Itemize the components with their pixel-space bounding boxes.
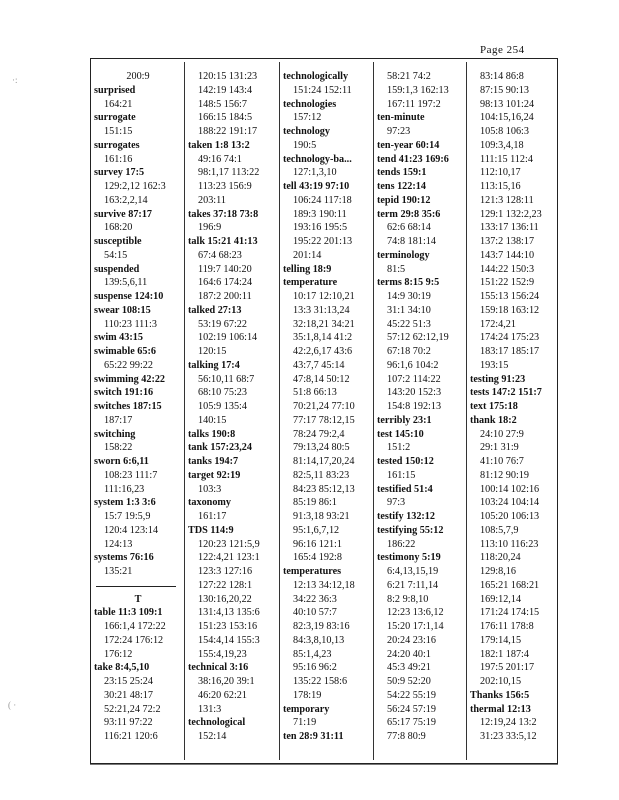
- index-page-refs: 54:15: [104, 249, 128, 261]
- index-term: take 8:4,5,10: [94, 662, 150, 674]
- index-page-refs: 159:18 163:12: [480, 304, 540, 316]
- index-page-refs: 154:8 192:13: [387, 401, 442, 412]
- index-page-refs: 202:10,15: [480, 676, 522, 687]
- index-page-refs: 84:23 85:12,13: [293, 483, 355, 495]
- index-page-refs: 20:24 23:16: [387, 634, 436, 646]
- index-page-refs: 83:14 86:8: [480, 71, 524, 82]
- index-page-refs: 42:2,6,17 43:6: [293, 346, 353, 357]
- index-term: swear 108:15: [94, 304, 151, 316]
- index-page-refs: 113:23 156:9: [198, 181, 252, 192]
- index-page-refs: 148:5 156:7: [198, 98, 247, 110]
- index-page-refs: 40:10 57:7: [293, 607, 337, 619]
- index-page-refs: 34:22 36:3: [293, 593, 337, 605]
- index-page-refs: 68:10 75:23: [198, 387, 247, 399]
- index-term: switching: [94, 428, 136, 440]
- index-page-refs: 154:4,14 155:3: [198, 634, 260, 646]
- index-term: suspense 124:10: [94, 291, 164, 302]
- index-page-refs: 82:3,19 83:16: [293, 621, 350, 632]
- index-term: test 145:10: [377, 428, 424, 440]
- index-page-refs: 155:13 156:24: [480, 291, 540, 302]
- index-page-refs: 164:21: [104, 98, 133, 110]
- index-page-refs: 82:5,11 83:23: [293, 469, 350, 481]
- index-term: suspended: [94, 263, 140, 275]
- index-page-refs: 164:6 174:24: [198, 277, 253, 289]
- index-page-refs: 203:11: [198, 194, 226, 206]
- index-term: tank 157:23,24: [188, 442, 252, 454]
- index-page-refs: 193:15: [480, 359, 509, 371]
- index-page-refs: 193:16 195:5: [293, 222, 348, 234]
- index-page-refs: 127:22 128:1: [198, 579, 253, 591]
- column-divider: [279, 62, 280, 760]
- index-page-refs: 47:8,14 50:12: [293, 373, 350, 385]
- index-page-refs: 32:18,21 34:21: [293, 318, 355, 330]
- index-page-refs: 30:21 48:17: [104, 689, 153, 701]
- index-term: survive 87:17: [94, 208, 153, 220]
- bottom-rule: [90, 764, 558, 765]
- index-term: taken 1:8 13:2: [188, 139, 250, 151]
- index-page-refs: 77:8 80:9: [387, 731, 426, 742]
- index-page-refs: 161:15: [387, 469, 416, 481]
- index-term: tests 147:2 151:7: [470, 387, 542, 399]
- index-page-refs: 151:22 152:9: [480, 277, 535, 289]
- index-page-refs: 95:16 96:2: [293, 662, 337, 674]
- index-page-refs: 79:13,24 80:5: [293, 442, 350, 454]
- index-term: taxonomy: [188, 497, 232, 509]
- index-page-refs: 49:16 74:1: [198, 153, 242, 165]
- index-page-refs: 182:1 187:4: [480, 648, 529, 660]
- index-column-4: [377, 70, 465, 744]
- index-term: switches 187:15: [94, 401, 162, 412]
- index-page-refs: 176:12: [104, 648, 133, 660]
- index-page-refs: 111:16,23: [104, 483, 145, 495]
- index-page-refs: 14:9 30:19: [387, 291, 431, 302]
- index-page-refs: 65:17 75:19: [387, 717, 436, 729]
- index-term: talking 17:4: [188, 359, 240, 371]
- index-term: tepid 190:12: [377, 194, 431, 206]
- index-page-refs: 54:22 55:19: [387, 689, 436, 701]
- index-page-refs: 161:16: [104, 153, 133, 165]
- index-term: tend 41:23 169:6: [377, 153, 449, 165]
- index-term: technological: [188, 717, 246, 729]
- section-letter: T: [134, 593, 142, 605]
- index-term: temperature: [283, 277, 338, 289]
- index-page-refs: 70:21,24 77:10: [293, 401, 355, 412]
- column-divider: [466, 62, 467, 760]
- index-term: surprised: [94, 84, 136, 96]
- index-page-refs: 81:14,17,20,24: [293, 456, 355, 467]
- index-page-refs: 196:9: [198, 222, 222, 234]
- index-term: testified 51:4: [377, 483, 433, 495]
- index-term: technology: [283, 126, 330, 137]
- index-page-refs: 143:20 152:3: [387, 387, 442, 399]
- index-term: testify 132:12: [377, 511, 435, 522]
- index-term: thank 18:2: [470, 414, 517, 426]
- index-page-refs: 151:15: [104, 126, 133, 137]
- index-term: systems 76:16: [94, 552, 154, 564]
- index-term: technologically: [283, 71, 349, 82]
- index-term: switch 191:16: [94, 387, 154, 399]
- index-page-refs: 201:14: [293, 249, 322, 261]
- index-page-refs: 15:20 17:1,14: [387, 621, 444, 632]
- index-term: talks 190:8: [188, 428, 236, 440]
- index-page-refs: 121:3 128:11: [480, 194, 534, 206]
- index-page-refs: 105:8 106:3: [480, 126, 529, 137]
- index-page-refs: 195:22 201:13: [293, 236, 353, 247]
- index-page-refs: 93:11 97:22: [104, 717, 153, 729]
- index-page-refs: 96:16 121:1: [293, 538, 342, 550]
- index-page-refs: 53:19 67:22: [198, 318, 247, 330]
- index-page-refs: 57:12 62:12,19: [387, 332, 449, 344]
- scan-speck: ·:: [12, 75, 18, 85]
- index-page-refs: 84:3,8,10,13: [293, 634, 345, 646]
- index-term: testing 91:23: [470, 373, 526, 385]
- index-page-refs: 135:21: [104, 566, 133, 577]
- index-page-refs: 116:21 120:6: [104, 731, 158, 742]
- index-term: surrogates: [94, 139, 140, 151]
- index-page-refs: 139:5,6,11: [104, 277, 148, 289]
- index-term: tanks 194:7: [188, 456, 239, 467]
- index-page-refs: 105:9 135:4: [198, 401, 247, 412]
- index-page-refs: 119:7 140:20: [198, 263, 252, 275]
- index-page-refs: 35:1,8,14 41:2: [293, 332, 353, 344]
- index-page-refs: 65:22 99:22: [104, 359, 153, 371]
- index-page-refs: 43:7,7 45:14: [293, 359, 345, 371]
- index-term: survey 17:5: [94, 167, 145, 179]
- index-term: technology-ba...: [283, 153, 352, 165]
- index-term: ten-minute: [377, 112, 425, 124]
- index-page-refs: 159:1,3 162:13: [387, 84, 449, 96]
- index-page-refs: 23:15 25:24: [104, 676, 153, 687]
- index-column-2: [188, 70, 276, 744]
- scan-speck: ( ·: [8, 700, 17, 710]
- index-page-refs: 166:1,4 172:22: [104, 621, 166, 632]
- index-page-refs: 161:17: [198, 511, 227, 522]
- page-number: Page 254: [480, 44, 525, 56]
- index-page-refs: 120:15 131:23: [198, 71, 258, 82]
- index-page-refs: 103:3: [198, 483, 222, 495]
- index-page-refs: 124:13: [104, 538, 133, 550]
- index-page-refs: 157:12: [293, 112, 322, 124]
- index-term: tell 43:19 97:10: [283, 181, 350, 192]
- index-page-refs: 109:3,4,18: [480, 139, 524, 151]
- index-page-refs: 13:3 31:13,24: [293, 304, 350, 316]
- index-page-refs: 100:14 102:16: [480, 483, 540, 495]
- index-term: sworn 6:6,11: [94, 456, 149, 467]
- index-term: table 11:3 109:1: [94, 607, 163, 619]
- index-column-1: [94, 70, 182, 744]
- index-page-refs: 46:20 62:21: [198, 689, 247, 701]
- index-page-refs: 108:23 111:7: [104, 469, 158, 481]
- index-page-refs: 67:4 68:23: [198, 249, 242, 261]
- index-page-refs: 167:11 197:2: [387, 98, 441, 110]
- index-page-refs: 178:19: [293, 689, 322, 701]
- index-page-refs: 67:18 70:2: [387, 346, 431, 357]
- index-page-refs: 172:4,21: [480, 318, 516, 330]
- index-page-refs: 142:19 143:4: [198, 84, 253, 96]
- index-term: terribly 23:1: [377, 414, 432, 426]
- index-page-refs: 151:2: [387, 442, 411, 454]
- index-page-refs: 165:21 168:21: [480, 579, 540, 591]
- index-page-refs: 135:22 158:6: [293, 676, 348, 687]
- index-page-refs: 140:15: [198, 414, 227, 426]
- index-term: tens 122:14: [377, 181, 426, 192]
- index-page-refs: 58:21 74:2: [387, 71, 431, 82]
- index-page-refs: 110:23 111:3: [104, 318, 157, 330]
- index-page-refs: 176:11 178:8: [480, 621, 534, 632]
- index-page-refs: 74:8 181:14: [387, 236, 436, 247]
- index-term: ten 28:9 31:11: [283, 731, 344, 742]
- index-page-refs: 183:17 185:17: [480, 346, 540, 357]
- index-term: target 92:19: [188, 469, 241, 481]
- index-page-refs: 87:15 90:13: [480, 84, 529, 96]
- index-term: takes 37:18 73:8: [188, 208, 259, 220]
- index-page-refs: 107:2 114:22: [387, 373, 441, 385]
- index-page-refs: 144:22 150:3: [480, 263, 535, 275]
- index-page-refs: 111:15 112:4: [480, 153, 533, 165]
- index-page-refs: 85:1,4,23: [293, 648, 332, 660]
- index-term: terminology: [377, 249, 430, 261]
- index-page-refs: 98:1,17 113:22: [198, 167, 260, 179]
- index-page-refs: 190:5: [293, 139, 317, 151]
- index-term: talked 27:13: [188, 304, 242, 316]
- index-page-refs: 158:22: [104, 442, 133, 454]
- index-page-refs: 129:1 132:2,23: [480, 208, 542, 220]
- index-page-refs: 174:24 175:23: [480, 332, 540, 344]
- index-page-refs: 8:2 9:8,10: [387, 593, 429, 605]
- index-page-refs: 187:17: [104, 414, 133, 426]
- index-page-refs: 129:2,12 162:3: [104, 181, 166, 192]
- index-page-refs: 165:4 192:8: [293, 552, 342, 564]
- index-page-refs: 6:4,13,15,19: [387, 566, 439, 577]
- index-page-refs: 129:8,16: [480, 566, 516, 577]
- index-column-5: [470, 70, 558, 744]
- index-page-refs: 24:10 27:9: [480, 428, 524, 440]
- index-page-refs: 78:24 79:2,4: [293, 428, 345, 440]
- index-term: swimming 42:22: [94, 373, 166, 385]
- index-page-refs: 143:7 144:10: [480, 249, 535, 261]
- index-term: tested 150:12: [377, 456, 434, 467]
- index-page-refs: 137:2 138:17: [480, 236, 535, 247]
- index-page-refs: 56:24 57:19: [387, 703, 436, 715]
- index-term: Thanks 156:5: [470, 689, 530, 701]
- index-page-refs: 103:24 104:14: [480, 497, 540, 509]
- index-page-refs: 91:3,18 93:21: [293, 511, 350, 522]
- index-page-refs: 81:5: [387, 263, 406, 275]
- index-page-refs: 122:4,21 123:1: [198, 552, 260, 564]
- index-term: testifying 55:12: [377, 524, 444, 536]
- index-page-refs: 131:3: [198, 703, 222, 715]
- index-page-refs: 187:2 200:11: [198, 291, 252, 302]
- index-term: swim 43:15: [94, 332, 143, 344]
- index-term: term 29:8 35:6: [377, 208, 441, 220]
- index-page-refs: 133:17 136:11: [480, 222, 539, 234]
- index-page-refs: 151:24 152:11: [293, 84, 352, 96]
- index-page-refs: 56:10,11 68:7: [198, 373, 255, 385]
- index-page-refs: 102:19 106:14: [198, 332, 258, 344]
- index-term: technologies: [283, 98, 337, 110]
- index-page-refs: 52:21,24 72:2: [104, 703, 161, 715]
- index-page-refs: 152:14: [198, 731, 227, 742]
- index-page-refs: 15:7 19:5,9: [104, 511, 151, 522]
- index-term: ten-year 60:14: [377, 139, 440, 151]
- index-page-refs: 24:20 40:1: [387, 648, 431, 660]
- index-page-refs: 41:10 76:7: [480, 456, 524, 467]
- index-page-refs: 106:24 117:18: [293, 194, 352, 206]
- index-page-refs: 50:9 52:20: [387, 676, 431, 687]
- index-page-refs: 163:2,2,14: [104, 194, 148, 206]
- index-page-refs: 29:1 31:9: [480, 442, 519, 454]
- index-page-refs: 120:23 121:5,9: [198, 538, 260, 550]
- column-divider: [184, 62, 185, 760]
- index-page-refs: 108:5,7,9: [480, 524, 519, 536]
- index-page-refs: 120:4 123:14: [104, 524, 159, 536]
- index-page-refs: 81:12 90:19: [480, 469, 529, 481]
- column-divider: [373, 62, 374, 760]
- index-page-refs: 51:8 66:13: [293, 387, 337, 399]
- index-page-refs: 98:13 101:24: [480, 98, 535, 110]
- index-page-refs: 120:15: [198, 346, 227, 357]
- index-page-refs: 113:10 116:23: [480, 538, 539, 550]
- index-page-refs: 112:10,17: [480, 167, 521, 179]
- index-page-refs: 188:22 191:17: [198, 126, 258, 137]
- index-page-refs: 171:24 174:15: [480, 607, 540, 619]
- index-page-refs: 45:22 51:3: [387, 318, 431, 330]
- index-page-refs: 85:19 86:1: [293, 497, 337, 509]
- index-page-refs: 12:23 13:6,12: [387, 607, 444, 619]
- index-page-refs: 6:21 7:11,14: [387, 579, 439, 591]
- index-page-refs: 62:6 68:14: [387, 222, 431, 234]
- index-term: thermal 12:13: [470, 703, 531, 715]
- index-page-refs: 172:24 176:12: [104, 634, 164, 646]
- index-page-refs: 197:5 201:17: [480, 662, 535, 674]
- index-page-refs: 189:3 190:11: [293, 208, 347, 220]
- index-column-3: [283, 70, 371, 744]
- index-term: susceptible: [94, 236, 142, 247]
- index-page-refs: 95:1,6,7,12: [293, 524, 340, 536]
- index-page-refs: 10:17 12:10,21: [293, 291, 355, 302]
- index-page-refs: 151:23 153:16: [198, 621, 258, 632]
- index-page-refs: 127:1,3,10: [293, 167, 337, 179]
- index-page-refs: 200:9: [126, 71, 150, 82]
- index-term: temperatures: [283, 566, 342, 577]
- index-term: technical 3:16: [188, 662, 249, 674]
- index-page-refs: 118:20,24: [480, 552, 521, 564]
- index-page-refs: 179:14,15: [480, 634, 522, 646]
- index-term: tends 159:1: [377, 167, 427, 179]
- index-term: temporary: [283, 703, 330, 715]
- index-page-refs: 169:12,14: [480, 593, 522, 605]
- index-page-refs: 31:1 34:10: [387, 304, 431, 316]
- index-page-refs: 12:19,24 13:2: [480, 717, 537, 729]
- index-page-refs: 155:4,19,23: [198, 648, 247, 660]
- index-term: swimable 65:6: [94, 346, 156, 357]
- index-page-refs: 77:17 78:12,15: [293, 414, 355, 426]
- index-page-refs: 45:3 49:21: [387, 662, 431, 674]
- index-term: text 175:18: [470, 401, 518, 412]
- index-term: testimony 5:19: [377, 552, 441, 564]
- index-page-refs: 12:13 34:12,18: [293, 579, 355, 591]
- index-term: TDS 114:9: [188, 524, 234, 536]
- index-page-refs: 105:20 106:13: [480, 511, 540, 522]
- index-page-refs: 96:1,6 104:2: [387, 359, 439, 371]
- index-page-refs: 97:3: [387, 497, 406, 509]
- section-rule: [94, 579, 182, 593]
- index-page-refs: 97:23: [387, 126, 411, 137]
- index-term: terms 8:15 9:5: [377, 277, 440, 289]
- index-term: system 1:3 3:6: [94, 497, 156, 509]
- index-page-refs: 131:4,13 135:6: [198, 607, 260, 619]
- index-page-refs: 104:15,16,24: [480, 112, 534, 124]
- index-page-refs: 71:19: [293, 717, 317, 729]
- index-page-refs: 123:3 127:16: [198, 566, 253, 577]
- index-page-refs: 31:23 33:5,12: [480, 731, 537, 742]
- index-page-refs: 113:15,16: [480, 181, 521, 192]
- index-page-refs: 166:15 184:5: [198, 112, 253, 124]
- index-page-refs: 186:22: [387, 538, 416, 550]
- index-term: telling 18:9: [283, 263, 332, 275]
- index-term: talk 15:21 41:13: [188, 236, 258, 247]
- index-page-refs: 130:16,20,22: [198, 593, 252, 605]
- index-page-refs: 38:16,20 39:1: [198, 676, 255, 687]
- index-page-refs: 168:20: [104, 222, 133, 234]
- index-term: surrogate: [94, 112, 136, 124]
